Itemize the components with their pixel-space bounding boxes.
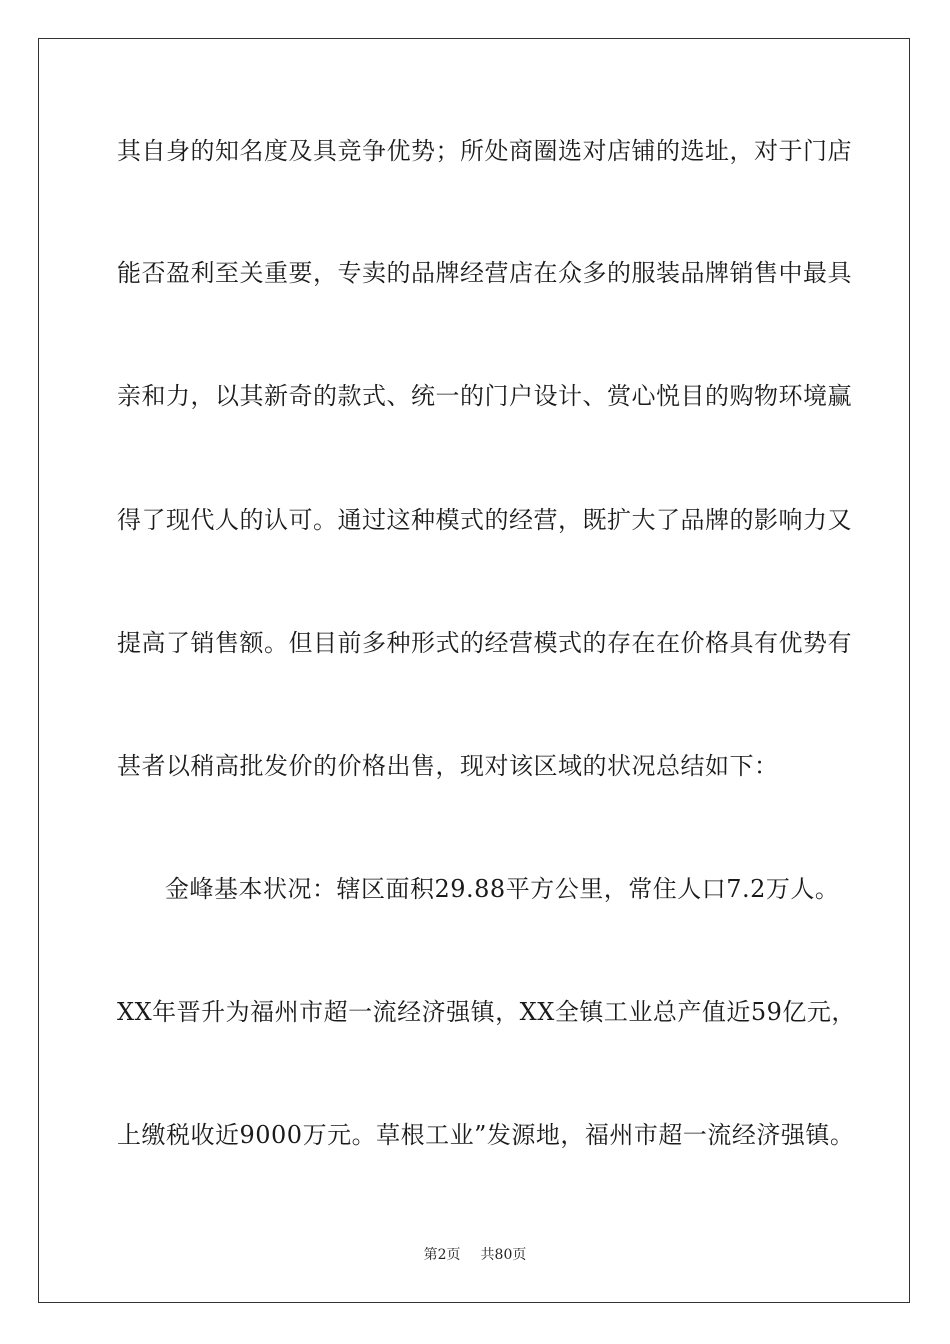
body-text-line: 提高了销售额。但目前多种形式的经营模式的存在在价格具有优势有 [117,629,852,657]
body-text-line: 金峰基本状况：辖区面积29.88平方公里，常住人口7.2万人。 [165,875,840,903]
body-text-line: 得了现代人的认可。通过这种模式的经营，既扩大了品牌的影响力又 [117,506,852,534]
body-text-line: XX年晋升为福州市超一流经济强镇，XX全镇工业总产值近59亿元， [117,998,856,1026]
body-text-line: 能否盈利至关重要，专卖的品牌经营店在众多的服装品牌销售中最具 [117,259,852,287]
body-text-line: 上缴税收近9000万元。草根工业”发源地，福州市超一流经济强镇。 [117,1121,855,1149]
page-border [38,38,910,1303]
page-number: 第2页 [423,1247,461,1263]
body-text-line: 甚者以稍高批发价的价格出售，现对该区域的状况总结如下： [117,752,779,780]
body-text-line: 亲和力，以其新奇的款式、统一的门户设计、赏心悦目的购物环境赢 [117,382,852,410]
page-total: 共80页 [480,1247,527,1263]
page-footer [0,1245,950,1265]
body-text-line: 其自身的知名度及具竞争优势；所处商圈选对店铺的选址，对于门店 [117,137,852,165]
